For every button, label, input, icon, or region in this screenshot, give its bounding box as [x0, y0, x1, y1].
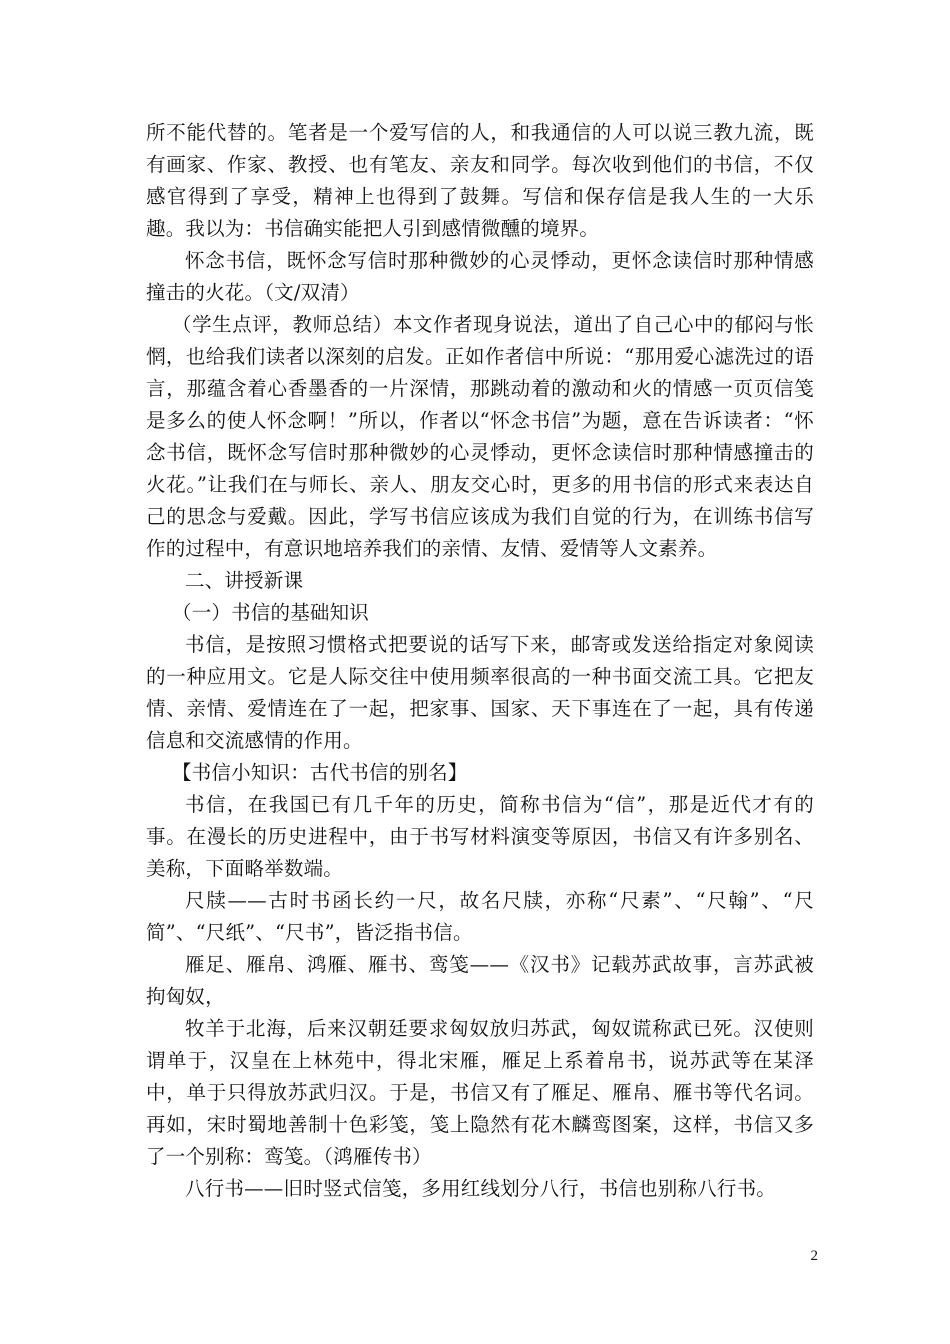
- paragraph-chidu: 尺牍——古时书函长约一尺，故名尺牍，亦称“尺素”、“尺翰”、“尺简”、“尺纸”、“尺书”，皆泛指书信。: [146, 889, 814, 944]
- paragraph-yanzu: 雁足、雁帛、鸿雁、雁书、鸾笺——《汉书》记载苏武故事，言苏武被拘匈奴，: [146, 953, 814, 1008]
- paragraph-su-wu-story: 牧羊于北海，后来汉朝廷要求匈奴放归苏武，匈奴谎称武已死。汉使则谓单于，汉皇在上林苑中，得北宋雁，雁足上系着帛书，说苏武等在某泽中，单于只得放苏武归汉。于是，书信又有了雁足、雁帛、雁书等代名词。再如，宋时蜀地善制十色彩笺，笺上隐然有花木麟鸾图案，这样，书信又多了一个别称：鸾笺。（鸿雁传书）: [146, 1017, 814, 1168]
- page-body: [146, 117, 814, 1205]
- paragraph-baxingshu: 八行书——旧时竖式信笺，多用红线划分八行，书信也别称八行书。: [185, 1177, 777, 1200]
- section-heading-new-lesson: 二、讲授新课: [185, 569, 304, 592]
- subsection-heading-basics: （一）书信的基础知识: [172, 601, 370, 624]
- paragraph-letter-collector: 所不能代替的。笔者是一个爱写信的人，和我通信的人可以说三教九流，既有画家、作家、教授、也有笔友、亲友和同学。每次收到他们的书信，不仅感官得到了享受，精神上也得到了鼓舞。写信和保存信是我人生的一大乐趣。我以为：书信确实能把人引到感情微醺的境界。: [146, 121, 814, 240]
- paragraph-missing-letters: 怀念书信，既怀念写信时那种微妙的心灵悸动，更怀念读信时那种情感撞击的火花。（文/双清）: [146, 249, 814, 304]
- paragraph-letter-history: 书信，在我国已有几千年的历史，简称书信为“信”，那是近代才有的事。在漫长的历史进程中，由于书写材料演变等原因，书信又有许多别名、美称，下面略举数端。: [146, 793, 814, 880]
- paragraph-letter-definition: 书信，是按照习惯格式把要说的话写下来，邮寄或发送给指定对象阅读的一种应用文。它是人际交往中使用频率很高的一种书面交流工具。它把友情、亲情、爱情连在了一起，把家事、国家、天下事连在了一起，具有传递信息和交流感情的作用。: [146, 633, 814, 752]
- knowledge-box-heading: 【书信小知识：古代书信的别名】: [172, 761, 468, 784]
- page-number: 2: [810, 1248, 818, 1264]
- paragraph-commentary: （学生点评，教师总结）本文作者现身说法，道出了自己心中的郁闷与怅惘，也给我们读者以深刻的启发。正如作者信中所说：“那用爱心滤洗过的语言，那蕴含着心香墨香的一片深情，那跳动着的激动和火的情感一页页信笺是多么的使人怀念啊！”所以，作者以“怀念书信”为题，意在告诉读者：“怀念书信，既怀念写信时那种微妙的心灵悸动，更怀念读信时那种情感撞击的火花。”让我们在与师长、亲人、朋友交心时，更多的用书信的形式来表达自己的思念与爱戴。因此，学写书信应该成为我们自觉的行为，在训练书信写作的过程中，有意识地培养我们的亲情、友情、爱情等人文素养。: [146, 313, 814, 560]
